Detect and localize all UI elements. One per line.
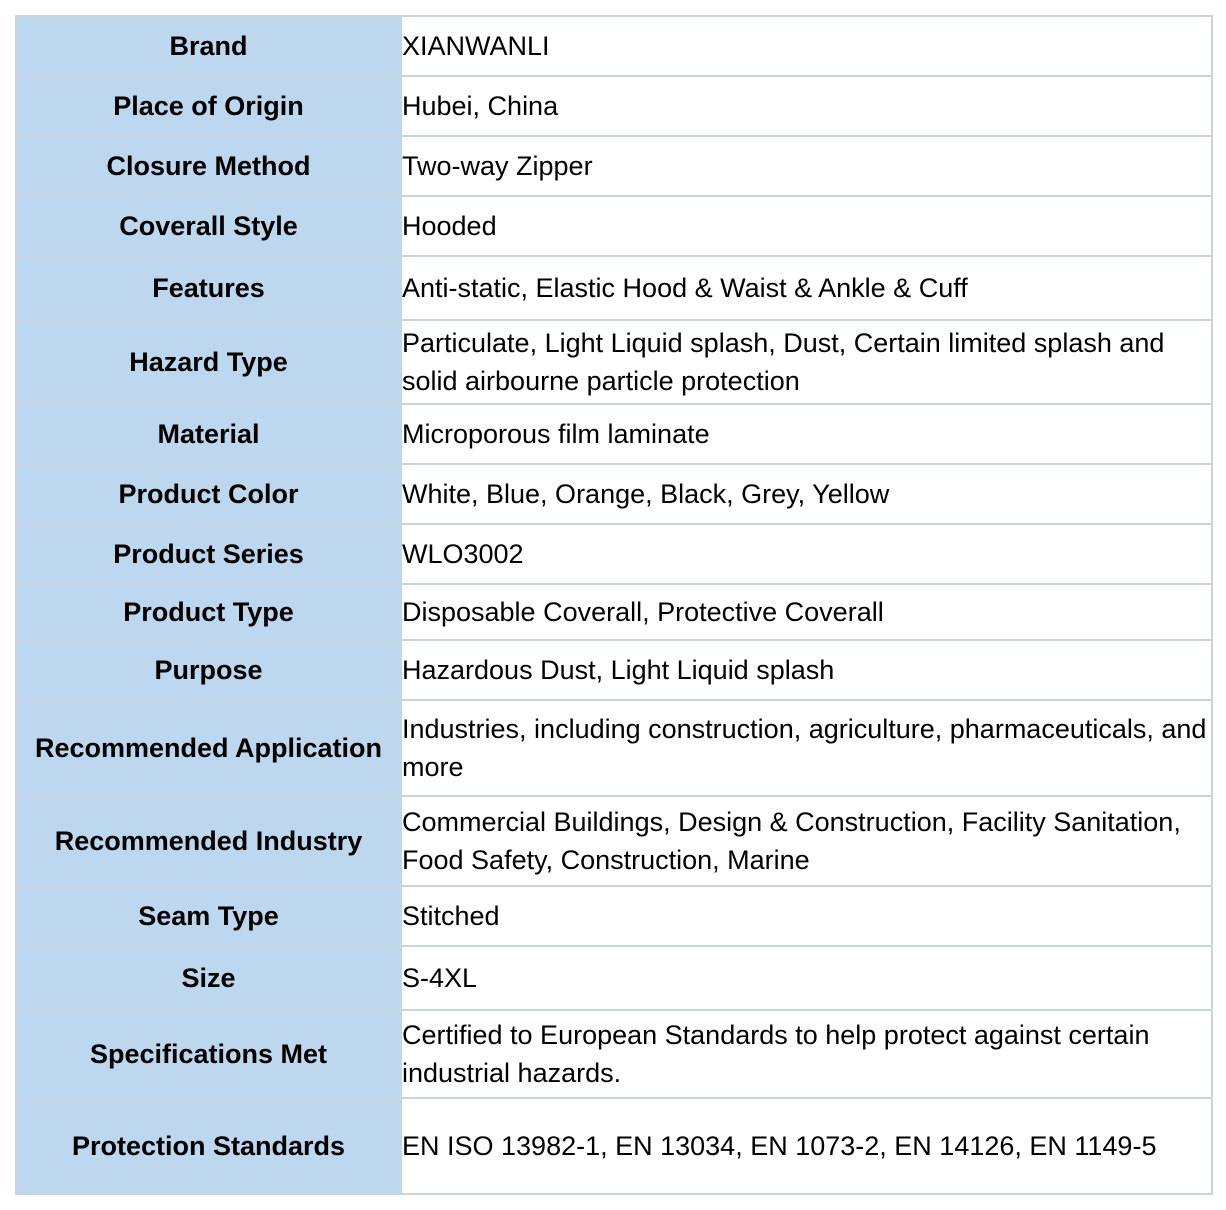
row-label-material: Material [16,404,401,464]
table-row [16,584,1212,640]
row-label-specifications-met: Specifications Met [16,1010,401,1098]
row-label-seam-type: Seam Type [16,886,401,946]
row-value-recommended-industry: Commercial Buildings, Design & Construction, Facility Sanitation, Food Safety, Construction, Marine [401,796,1212,886]
table-row [16,886,1212,946]
row-label-recommended-industry: Recommended Industry [16,796,401,886]
row-label-purpose: Purpose [16,640,401,700]
row-label-place-of-origin: Place of Origin [16,76,401,136]
row-label-size: Size [16,946,401,1010]
row-value-product-series: WLO3002 [401,524,1212,584]
row-value-specifications-met: Certified to European Standards to help protect against certain industrial hazards. [401,1010,1212,1098]
row-value-seam-type: Stitched [401,886,1212,946]
table-row [16,320,1212,404]
row-label-product-color: Product Color [16,464,401,524]
row-value-purpose: Hazardous Dust, Light Liquid splash [401,640,1212,700]
table-row [16,16,1212,76]
row-value-hazard-type: Particulate, Light Liquid splash, Dust, Certain limited splash and solid airbourne particle protection [401,320,1212,404]
row-value-closure-method: Two-way Zipper [401,136,1212,196]
row-value-size: S-4XL [401,946,1212,1010]
row-value-protection-standards: EN ISO 13982-1, EN 13034, EN 1073-2, EN 14126, EN 1149-5 [401,1098,1212,1194]
row-value-coverall-style: Hooded [401,196,1212,256]
row-label-product-type: Product Type [16,584,401,640]
row-label-hazard-type: Hazard Type [16,320,401,404]
table-row [16,700,1212,796]
table-row [16,640,1212,700]
row-label-brand: Brand [16,16,401,76]
table-row [16,136,1212,196]
table-row [16,76,1212,136]
row-label-protection-standards: Protection Standards [16,1098,401,1194]
row-value-place-of-origin: Hubei, China [401,76,1212,136]
table-row [16,1010,1212,1098]
table-row [16,796,1212,886]
table-row [16,256,1212,320]
row-label-product-series: Product Series [16,524,401,584]
row-label-features: Features [16,256,401,320]
spec-table [15,15,1213,1195]
table-row [16,464,1212,524]
row-value-recommended-application: Industries, including construction, agriculture, pharmaceuticals, and more [401,700,1212,796]
row-label-recommended-application: Recommended Application [16,700,401,796]
table-row [16,196,1212,256]
table-row [16,524,1212,584]
row-label-coverall-style: Coverall Style [16,196,401,256]
row-value-material: Microporous film laminate [401,404,1212,464]
row-value-product-type: Disposable Coverall, Protective Coverall [401,584,1212,640]
row-value-brand: XIANWANLI [401,16,1212,76]
table-row [16,404,1212,464]
table-row [16,946,1212,1010]
row-value-features: Anti-static, Elastic Hood & Waist & Ankle & Cuff [401,256,1212,320]
table-row [16,1098,1212,1194]
row-label-closure-method: Closure Method [16,136,401,196]
row-value-product-color: White, Blue, Orange, Black, Grey, Yellow [401,464,1212,524]
